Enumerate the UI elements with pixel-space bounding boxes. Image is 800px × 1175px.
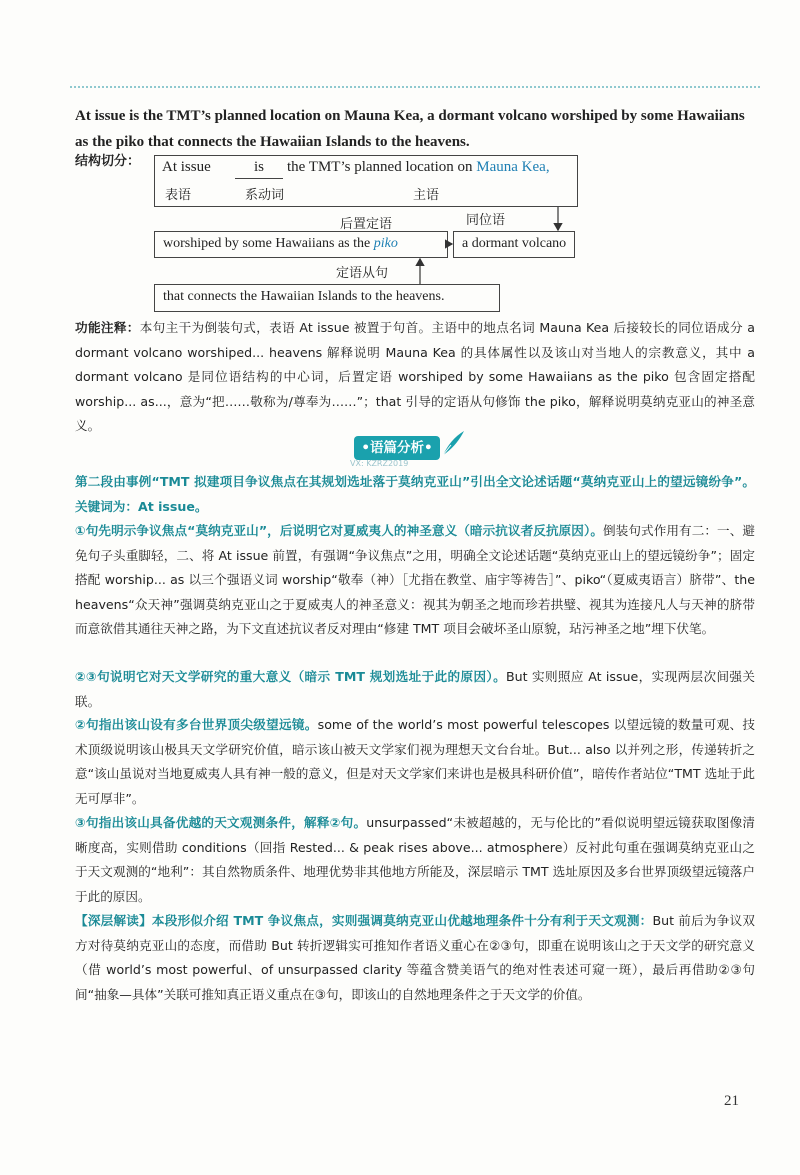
- analysis-p3-body: But 实则照应 At issue，实现两层次间强关联。: [75, 669, 755, 709]
- subject-text-main: the TMT’s planned location on: [287, 159, 477, 175]
- structure-label: 结构切分：: [75, 154, 141, 169]
- page-number: 21: [724, 1093, 739, 1109]
- predicative-role: 表语: [165, 188, 192, 203]
- subject-text: [287, 159, 550, 176]
- top-dotted-divider: [70, 86, 760, 88]
- analysis-p6-body: But 前后为争议双方对待莫纳克亚山的态度，而借助 But 转折逻辑实可推知作者语义重心在②③句，即重在说明该山之于天文学的研究意义（借 world’s most powerful、of unsurpassed clarity 等蕴含赞美语气的绝对性表述可窥一斑），最后再借助②③句间“抽象—具体”关联可推知真正语义重点在③句，即该山的自然地理条件之于天文学的价值。: [75, 913, 755, 1002]
- function-note-label: 功能注释：: [75, 320, 140, 335]
- analysis-paragraph-6: [75, 909, 755, 1007]
- analysis-p1-text: 第二段由事例“TMT 拟建项目争议焦点在其规划选址落于莫纳克亚山”引出全文论述话题“莫纳克亚山上的望远镜纷争”。关键词为：At issue。: [75, 474, 755, 514]
- analysis-paragraph-4: [75, 713, 755, 811]
- analysis-p3-lead: ②③句说明它对天文学研究的重大意义（暗示 TMT 规划选址于此的原因）。: [75, 669, 507, 684]
- mauna-kea-link: Mauna Kea,: [476, 159, 550, 175]
- main-clause-box: [154, 155, 578, 207]
- relative-clause-text: that connects the Hawaiian Islands to the heavens.: [163, 289, 445, 304]
- worship-phrase-main: worshiped by some Hawaiians as the: [163, 236, 374, 251]
- analysis-p6-lead: 【深层解读】本段形似介绍 TMT 争议焦点，实则强调莫纳克亚山优越地理条件十分有利于天文观测：: [75, 913, 653, 928]
- predicative-text: At issue: [162, 159, 211, 175]
- function-note-text: 本句主干为倒装句式，表语 At issue 被置于句首。主语中的地点名词 Mauna Kea 后接较长的同位语成分 a dormant volcano worshiped... heavens 解释说明 Mauna Kea 的具体属性以及该山对当地人的宗教意义，其中 a dormant volcano 是同位语结构的中心词，后置定语 worshiped by some Hawaiians as the piko 包含固定搭配 worship... as...，意为“把……敬称为/尊奉为……”；that 引导的定语从句修饰 the piko，解释说明莫纳克亚山的神圣意义。: [75, 320, 755, 433]
- analysis-p5-body: unsurpassed“未被超越的，无与伦比的”看似说明望远镜获取图像清晰度高，实则借助 conditions（回指 Rested... & peak rises above... atmosphere）反衬此句重在强调莫纳克亚山之于天文观测的“地利”：其自然物质条件、地理优势非其他地方所能及，深层暗示 TMT 选址原因及多台世界顶级望远镜落户于此的原因。: [75, 815, 755, 904]
- volcano-box: [453, 231, 575, 258]
- analysis-p2-body: 倒装句式作用有二：一、避免句子头重脚轻，二、将 At issue 前置，有强调“争议焦点”之用，明确全文论述话题“莫纳克亚山上的望远镜纷争”；固定搭配 worship... as 以三个强语义词 worship“敬奉（神）［尤指在教堂、庙宇等祷告］”、piko“（夏威夷语言）脐带”、the heavens“众天神”强调莫纳克亚山之于夏威夷人的神圣意义：视其为朝圣之地而珍若拱璧、视其为连接凡人与天神的脐带而意欲借其通往天神之路，为下文直述抗议者反对理由“修建 TMT 项目会破坏圣山原貌，玷污神圣之地”埋下伏笔。: [75, 523, 755, 636]
- analysis-p2-lead: ①句先明示争议焦点“莫纳克亚山”，后说明它对夏威夷人的神圣意义（暗示抗议者反抗原因）。: [75, 523, 604, 538]
- section-title-badge: •语篇分析•: [354, 436, 440, 460]
- piko-word: piko: [373, 236, 398, 251]
- english-sentence: At issue is the TMT’s planned location on Mauna Kea, a dormant volcano worshiped by some Hawaiians as the piko that connects the Hawaiian Islands to the heavens.: [75, 108, 745, 150]
- analysis-paragraph-1: [75, 470, 755, 519]
- worship-phrase-box: [154, 231, 448, 258]
- analysis-paragraph-2: [75, 519, 755, 642]
- volcano-text: a dormant volcano: [462, 236, 567, 251]
- function-note: [75, 316, 755, 439]
- analysis-p4-body: some of the world’s most powerful telescopes 以望远镜的数量可观、技术顶级说明该山极具天文学研究价值，暗示该山被天文学家们视为理想天文台台址。But... also 以并列之形，传递转折之意“该山虽说对当地夏威夷人具有神一般的意义，但是对天文学家们来讲也是极具科研价值”，暗传作者站位“TMT 选址于此无可厚非”。: [75, 717, 755, 806]
- analysis-paragraph-3: [75, 665, 755, 714]
- quill-pen-icon: [440, 429, 466, 457]
- verb-underline: [235, 178, 283, 179]
- attributive-clause-label: 定语从句: [336, 266, 389, 281]
- worship-phrase-text: [163, 236, 398, 252]
- subject-role: 主语: [413, 188, 440, 203]
- watermark: VX: KZRZ2019: [350, 459, 409, 468]
- verb-text: is: [254, 159, 265, 175]
- post-attributive-label: 后置定语: [340, 217, 393, 232]
- analysis-p4-lead: ②句指出该山设有多台世界顶尖级望远镜。: [75, 717, 318, 732]
- verb-role: 系动词: [245, 188, 285, 203]
- relative-clause-box: [154, 284, 500, 312]
- appositive-label: 同位语: [466, 213, 506, 228]
- analysis-paragraph-5: [75, 811, 755, 909]
- analysis-p5-lead: ③句指出该山具备优越的天文观测条件，解释②句。: [75, 815, 367, 830]
